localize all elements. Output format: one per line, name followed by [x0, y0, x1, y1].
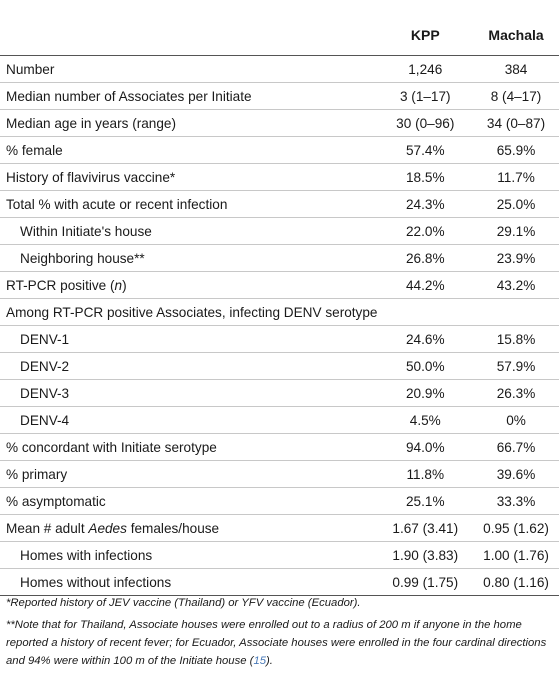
row-label-suffix: females/house	[126, 520, 220, 536]
row-label: Number	[6, 61, 55, 77]
machala-value: 0.95 (1.62)	[483, 520, 549, 536]
row-label-prefix: Mean # adult	[6, 520, 89, 536]
footnote-vaccine: *Reported history of JEV vaccine (Thailand) or YFV vaccine (Ecuador).	[6, 597, 361, 609]
machala-value: 1.00 (1.76)	[483, 547, 549, 563]
row-label: % primary	[6, 466, 68, 482]
table-row	[0, 137, 559, 164]
kpp-value: 3 (1–17)	[399, 88, 451, 104]
row-label: Median number of Associates per Initiate	[6, 88, 252, 104]
row-label-italic: Aedes	[88, 520, 127, 536]
header-machala: Machala	[473, 14, 559, 56]
row-label: Homes without infections	[20, 574, 172, 590]
row-label	[0, 272, 377, 299]
machala-value: 384	[504, 61, 528, 77]
kpp-value: 24.3%	[406, 196, 445, 212]
kpp-value: 94.0%	[406, 439, 445, 455]
table-row	[0, 83, 559, 110]
study-characteristics-table	[0, 14, 559, 596]
table-row	[0, 461, 559, 488]
table-row	[0, 299, 559, 326]
kpp-value: 0.99 (1.75)	[392, 574, 459, 590]
machala-value: 43.2%	[496, 277, 536, 293]
footnote-enrollment-text: **Note that for Thailand, Associate houses were enrolled out to a radius of 200 m if anyone in the home reported a history of recent fever; for Ecuador, Associate houses were enrolled in the four cardinal directions and 94% were within 100 m of the Initiate house (	[6, 619, 547, 667]
machala-value: 8 (4–17)	[490, 88, 542, 104]
machala-value: 39.6%	[496, 466, 536, 482]
machala-value: 23.9%	[496, 250, 536, 266]
kpp-value: 11.8%	[406, 466, 445, 482]
kpp-value: 44.2%	[406, 277, 445, 293]
kpp-value: 25.1%	[406, 493, 445, 509]
table-row	[0, 272, 559, 299]
table-row	[0, 245, 559, 272]
kpp-value: 24.6%	[406, 331, 445, 347]
machala-value: 11.7%	[497, 169, 535, 185]
kpp-value: 50.0%	[406, 358, 445, 374]
reference-link[interactable]: 15	[253, 655, 267, 667]
row-label: DENV-2	[20, 358, 70, 374]
table-row	[0, 164, 559, 191]
header-kpp: KPP	[377, 14, 473, 56]
machala-value: 65.9%	[496, 142, 536, 158]
row-label: Median age in years (range)	[6, 115, 177, 131]
row-label: DENV-3	[20, 385, 70, 401]
row-label: Neighboring house**	[20, 250, 145, 266]
table-row	[0, 218, 559, 245]
table-footnotes	[6, 594, 554, 674]
row-label: History of flavivirus vaccine*	[6, 169, 176, 185]
footnote-enrollment	[6, 616, 554, 670]
kpp-value: 57.4%	[406, 142, 445, 158]
header-label-cell	[0, 14, 377, 56]
row-label: Total % with acute or recent infection	[6, 196, 228, 212]
table-row	[0, 326, 559, 353]
machala-value: 15.8%	[496, 331, 536, 347]
kpp-value: 18.5%	[406, 169, 445, 185]
machala-value	[473, 299, 559, 326]
machala-value: 26.3%	[496, 385, 536, 401]
table-row	[0, 191, 559, 218]
table-row	[0, 488, 559, 515]
row-label-suffix: )	[122, 277, 127, 293]
table-row	[0, 515, 559, 542]
footnote-enrollment-end: ).	[266, 655, 273, 667]
kpp-value: 1.67 (3.41)	[392, 520, 459, 536]
machala-value: 66.7%	[496, 439, 536, 455]
kpp-value: 20.9%	[406, 385, 445, 401]
table-row	[0, 110, 559, 137]
machala-value: 0%	[506, 412, 526, 428]
kpp-value	[377, 299, 473, 326]
row-label-prefix: RT-PCR positive (	[6, 277, 115, 293]
machala-value: 57.9%	[496, 358, 536, 374]
table-row	[0, 542, 559, 569]
kpp-value: 1.90 (3.83)	[392, 547, 459, 563]
kpp-value: 4.5%	[409, 412, 441, 428]
machala-value: 33.3%	[496, 493, 536, 509]
table-row	[0, 569, 559, 596]
row-label: Within Initiate's house	[20, 223, 152, 239]
machala-value: 0.80 (1.16)	[483, 574, 549, 590]
row-label: % female	[6, 142, 63, 158]
row-label	[0, 515, 377, 542]
table-row	[0, 380, 559, 407]
kpp-value: 26.8%	[406, 250, 445, 266]
table-row	[0, 434, 559, 461]
row-label-italic: n	[114, 277, 123, 293]
row-label: Among RT-PCR positive Associates, infecting DENV serotype	[6, 304, 378, 320]
table-row	[0, 407, 559, 434]
kpp-value: 30 (0–96)	[396, 115, 455, 131]
machala-value: 29.1%	[496, 223, 536, 239]
kpp-value: 22.0%	[406, 223, 445, 239]
row-label: % asymptomatic	[6, 493, 106, 509]
machala-value: 34 (0–87)	[486, 115, 546, 131]
row-label: DENV-4	[20, 412, 70, 428]
row-label: % concordant with Initiate serotype	[6, 439, 217, 455]
table-row	[0, 353, 559, 380]
kpp-value: 1,246	[408, 61, 443, 77]
table-header-row	[0, 14, 559, 56]
row-label: DENV-1	[20, 331, 70, 347]
table-row	[0, 56, 559, 83]
machala-value: 25.0%	[496, 196, 536, 212]
row-label: Homes with infections	[20, 547, 153, 563]
